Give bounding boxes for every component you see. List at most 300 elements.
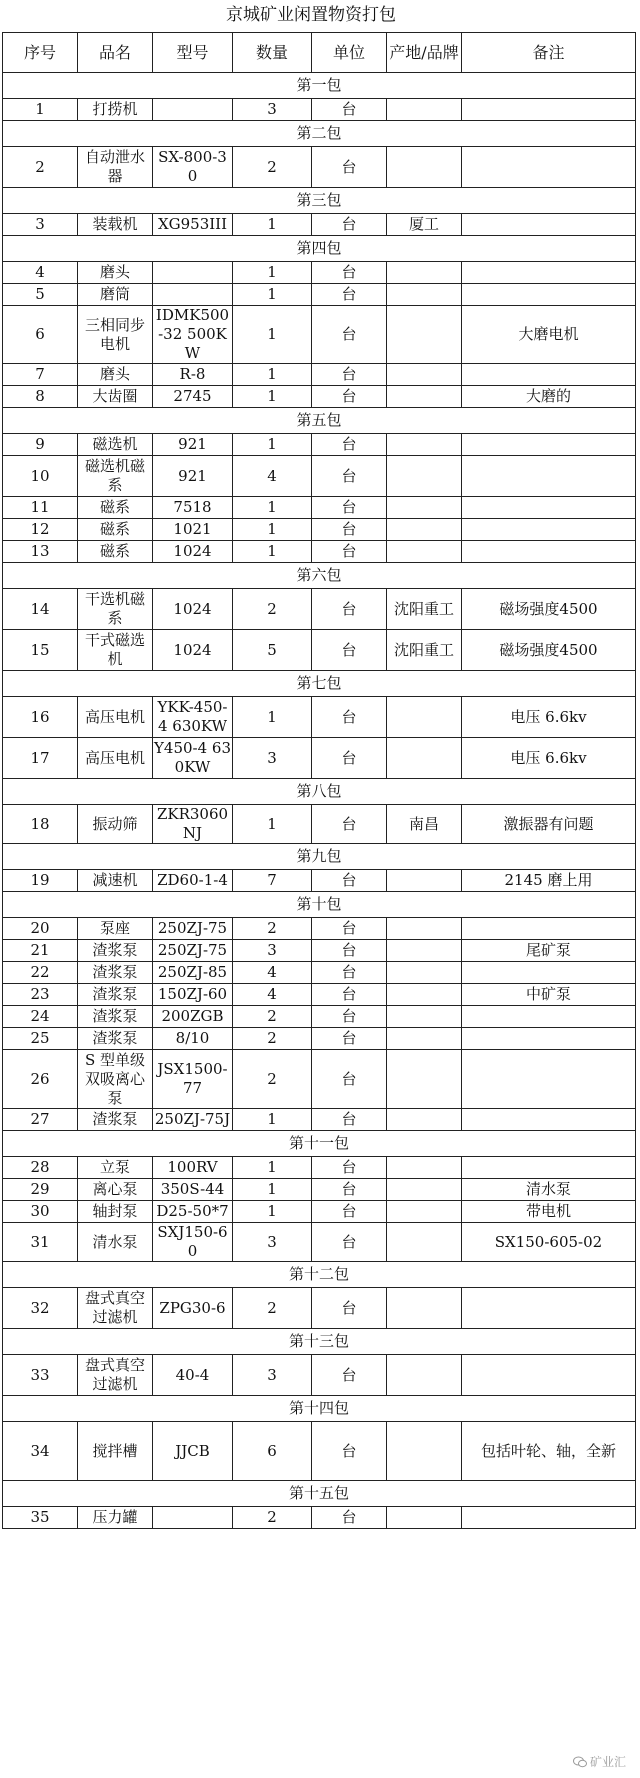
cell-unit: 台 <box>312 1006 387 1028</box>
cell-model: 200ZGB <box>153 1006 233 1028</box>
pack-label: 第二包 <box>3 121 636 147</box>
cell-origin: 沈阳重工 <box>387 589 462 630</box>
cell-unit: 台 <box>312 99 387 121</box>
cell-origin: 厦工 <box>387 214 462 236</box>
pack-label: 第十包 <box>3 892 636 918</box>
cell-unit: 台 <box>312 630 387 671</box>
cell-origin <box>387 1050 462 1109</box>
cell-model: Y450-4 630KW <box>153 738 233 779</box>
cell-name: 干式磁选机 <box>78 630 153 671</box>
table-row <box>3 805 636 844</box>
cell-note: 大磨电机 <box>462 306 636 364</box>
cell-qty: 2 <box>233 1050 312 1109</box>
table-row <box>3 1179 636 1201</box>
cell-name: 高压电机 <box>78 697 153 738</box>
cell-qty: 1 <box>233 284 312 306</box>
cell-model: IDMK500-32 500KW <box>153 306 233 364</box>
cell-origin <box>387 1507 462 1529</box>
header-note: 备注 <box>462 33 636 73</box>
cell-note: 包括叶轮、轴，全新 <box>462 1422 636 1481</box>
cell-origin <box>387 284 462 306</box>
cell-note <box>462 541 636 563</box>
table-row <box>3 497 636 519</box>
cell-unit: 台 <box>312 1050 387 1109</box>
cell-name: 磁选机 <box>78 434 153 456</box>
cell-qty: 1 <box>233 1201 312 1223</box>
cell-note: 大磨的 <box>462 386 636 408</box>
cell-qty: 1 <box>233 214 312 236</box>
cell-unit: 台 <box>312 1422 387 1481</box>
cell-qty: 2 <box>233 918 312 940</box>
cell-origin <box>387 364 462 386</box>
cell-qty: 2 <box>233 147 312 188</box>
table-row <box>3 519 636 541</box>
cell-qty: 1 <box>233 1109 312 1131</box>
cell-name: 渣浆泵 <box>78 1109 153 1131</box>
cell-unit: 台 <box>312 918 387 940</box>
cell-qty: 1 <box>233 364 312 386</box>
cell-origin <box>387 456 462 497</box>
cell-note <box>462 1109 636 1131</box>
table-row <box>3 541 636 563</box>
cell-unit: 台 <box>312 1223 387 1262</box>
cell-qty: 3 <box>233 1223 312 1262</box>
cell-origin <box>387 434 462 456</box>
cell-name: 搅拌槽 <box>78 1422 153 1481</box>
cell-model: 1024 <box>153 541 233 563</box>
table-row <box>3 262 636 284</box>
cell-note <box>462 1507 636 1529</box>
cell-model <box>153 262 233 284</box>
pack-header-row <box>3 121 636 147</box>
pack-label: 第十二包 <box>3 1262 636 1288</box>
cell-name: 压力罐 <box>78 1507 153 1529</box>
cell-origin <box>387 1288 462 1329</box>
cell-name: 渣浆泵 <box>78 1006 153 1028</box>
cell-origin <box>387 1223 462 1262</box>
cell-origin <box>387 1157 462 1179</box>
cell-model: 921 <box>153 434 233 456</box>
cell-name: 大齿圈 <box>78 386 153 408</box>
cell-no: 16 <box>3 697 78 738</box>
cell-model: SXJ150-60 <box>153 1223 233 1262</box>
materials-table <box>2 32 636 1529</box>
cell-note <box>462 147 636 188</box>
cell-no: 33 <box>3 1355 78 1396</box>
cell-name: 减速机 <box>78 870 153 892</box>
cell-model: 350S-44 <box>153 1179 233 1201</box>
cell-origin <box>387 1179 462 1201</box>
table-row <box>3 1201 636 1223</box>
cell-note <box>462 497 636 519</box>
pack-label: 第十一包 <box>3 1131 636 1157</box>
cell-unit: 台 <box>312 697 387 738</box>
pack-header-row <box>3 892 636 918</box>
cell-name: 装载机 <box>78 214 153 236</box>
pack-header-row <box>3 779 636 805</box>
pack-label: 第六包 <box>3 563 636 589</box>
table-row <box>3 962 636 984</box>
cell-origin <box>387 386 462 408</box>
table-row <box>3 1028 636 1050</box>
table-row <box>3 99 636 121</box>
cell-name: 渣浆泵 <box>78 940 153 962</box>
watermark <box>573 1753 626 1770</box>
header-unit: 单位 <box>312 33 387 73</box>
cell-no: 31 <box>3 1223 78 1262</box>
cell-qty: 2 <box>233 1507 312 1529</box>
pack-label: 第五包 <box>3 408 636 434</box>
cell-model <box>153 284 233 306</box>
cell-note: 电压 6.6kv <box>462 738 636 779</box>
pack-header-row <box>3 1262 636 1288</box>
cell-model: 250ZJ-75 <box>153 918 233 940</box>
cell-model: YKK-450-4 630KW <box>153 697 233 738</box>
table-row <box>3 386 636 408</box>
cell-qty: 1 <box>233 697 312 738</box>
cell-note <box>462 434 636 456</box>
header-no: 序号 <box>3 33 78 73</box>
cell-unit: 台 <box>312 984 387 1006</box>
cell-model: SX-800-30 <box>153 147 233 188</box>
cell-model: R-8 <box>153 364 233 386</box>
cell-note <box>462 456 636 497</box>
header-origin: 产地/品牌 <box>387 33 462 73</box>
cell-unit: 台 <box>312 1288 387 1329</box>
pack-header-row <box>3 844 636 870</box>
cell-qty: 4 <box>233 456 312 497</box>
cell-unit: 台 <box>312 1157 387 1179</box>
cell-no: 23 <box>3 984 78 1006</box>
cell-name: 渣浆泵 <box>78 962 153 984</box>
table-row <box>3 984 636 1006</box>
cell-model: 1024 <box>153 630 233 671</box>
cell-model: JSX1500-77 <box>153 1050 233 1109</box>
cell-name: 轴封泵 <box>78 1201 153 1223</box>
table-row <box>3 1355 636 1396</box>
header-model: 型号 <box>153 33 233 73</box>
cell-qty: 1 <box>233 541 312 563</box>
table-row <box>3 284 636 306</box>
cell-unit: 台 <box>312 1179 387 1201</box>
cell-no: 32 <box>3 1288 78 1329</box>
cell-no: 24 <box>3 1006 78 1028</box>
cell-no: 26 <box>3 1050 78 1109</box>
table-row <box>3 1109 636 1131</box>
cell-note <box>462 1157 636 1179</box>
cell-model: 100RV <box>153 1157 233 1179</box>
table-row <box>3 1157 636 1179</box>
cell-origin <box>387 1109 462 1131</box>
table-row <box>3 1050 636 1109</box>
cell-note: SX150-605-02 <box>462 1223 636 1262</box>
cell-name: 磁选机磁系 <box>78 456 153 497</box>
cell-origin <box>387 262 462 284</box>
cell-model: ZKR3060NJ <box>153 805 233 844</box>
cell-no: 2 <box>3 147 78 188</box>
cell-no: 1 <box>3 99 78 121</box>
cell-name: 渣浆泵 <box>78 1028 153 1050</box>
cell-name: S 型单级双吸离心泵 <box>78 1050 153 1109</box>
cell-origin <box>387 870 462 892</box>
cell-model <box>153 1507 233 1529</box>
table-row <box>3 589 636 630</box>
cell-no: 19 <box>3 870 78 892</box>
cell-origin: 沈阳重工 <box>387 630 462 671</box>
cell-unit: 台 <box>312 1028 387 1050</box>
cell-name: 立泵 <box>78 1157 153 1179</box>
cell-name: 盘式真空过滤机 <box>78 1288 153 1329</box>
cell-qty: 1 <box>233 497 312 519</box>
cell-origin <box>387 940 462 962</box>
pack-label: 第十五包 <box>3 1481 636 1507</box>
cell-unit: 台 <box>312 1507 387 1529</box>
cell-qty: 1 <box>233 805 312 844</box>
pack-header-row <box>3 188 636 214</box>
cell-note: 尾矿泵 <box>462 940 636 962</box>
cell-name: 振动筛 <box>78 805 153 844</box>
cell-origin <box>387 519 462 541</box>
cell-qty: 1 <box>233 1179 312 1201</box>
cell-name: 高压电机 <box>78 738 153 779</box>
cell-no: 8 <box>3 386 78 408</box>
cell-note: 清水泵 <box>462 1179 636 1201</box>
cell-name: 磁系 <box>78 541 153 563</box>
table-row <box>3 940 636 962</box>
cell-model: 8/10 <box>153 1028 233 1050</box>
cell-qty: 4 <box>233 962 312 984</box>
pack-label: 第十三包 <box>3 1329 636 1355</box>
cell-note: 激振器有问题 <box>462 805 636 844</box>
cell-model: ZD60-1-4 <box>153 870 233 892</box>
table-row <box>3 1422 636 1481</box>
cell-unit: 台 <box>312 962 387 984</box>
cell-note <box>462 262 636 284</box>
cell-unit: 台 <box>312 870 387 892</box>
cell-origin <box>387 541 462 563</box>
cell-origin <box>387 1028 462 1050</box>
pack-label: 第九包 <box>3 844 636 870</box>
page-title: 京城矿业闲置物资打包 <box>226 5 396 25</box>
cell-note: 磁场强度4500 <box>462 589 636 630</box>
cell-name: 盘式真空过滤机 <box>78 1355 153 1396</box>
cell-note: 中矿泵 <box>462 984 636 1006</box>
cell-qty: 2 <box>233 1288 312 1329</box>
table-row <box>3 456 636 497</box>
cell-note <box>462 284 636 306</box>
cell-no: 7 <box>3 364 78 386</box>
cell-no: 13 <box>3 541 78 563</box>
cell-qty: 1 <box>233 386 312 408</box>
cell-model <box>153 99 233 121</box>
cell-name: 磁系 <box>78 497 153 519</box>
cell-model: 1024 <box>153 589 233 630</box>
table-row <box>3 738 636 779</box>
cell-note: 磁场强度4500 <box>462 630 636 671</box>
header-qty: 数量 <box>233 33 312 73</box>
cell-no: 3 <box>3 214 78 236</box>
cell-note <box>462 1050 636 1109</box>
cell-no: 17 <box>3 738 78 779</box>
table-row <box>3 434 636 456</box>
cell-origin: 南昌 <box>387 805 462 844</box>
table-row <box>3 630 636 671</box>
cell-no: 11 <box>3 497 78 519</box>
cell-origin <box>387 147 462 188</box>
cell-no: 14 <box>3 589 78 630</box>
cell-qty: 4 <box>233 984 312 1006</box>
cell-note: 电压 6.6kv <box>462 697 636 738</box>
cell-unit: 台 <box>312 147 387 188</box>
table-row <box>3 870 636 892</box>
cell-qty: 3 <box>233 940 312 962</box>
cell-note: 2145 磨上用 <box>462 870 636 892</box>
table-row <box>3 364 636 386</box>
pack-label: 第三包 <box>3 188 636 214</box>
cell-no: 6 <box>3 306 78 364</box>
cell-qty: 2 <box>233 589 312 630</box>
cell-unit: 台 <box>312 456 387 497</box>
cell-no: 10 <box>3 456 78 497</box>
pack-header-row <box>3 1396 636 1422</box>
cell-name: 磁系 <box>78 519 153 541</box>
pack-label: 第一包 <box>3 73 636 99</box>
cell-origin <box>387 984 462 1006</box>
pack-header-row <box>3 73 636 99</box>
cell-origin <box>387 1201 462 1223</box>
cell-name: 三相同步电机 <box>78 306 153 364</box>
pack-header-row <box>3 408 636 434</box>
cell-note <box>462 364 636 386</box>
cell-unit: 台 <box>312 434 387 456</box>
pack-header-row <box>3 1481 636 1507</box>
table-row <box>3 1223 636 1262</box>
cell-no: 18 <box>3 805 78 844</box>
cell-unit: 台 <box>312 364 387 386</box>
cell-no: 34 <box>3 1422 78 1481</box>
table-row <box>3 147 636 188</box>
cell-unit: 台 <box>312 306 387 364</box>
header-row <box>3 33 636 73</box>
cell-unit: 台 <box>312 1201 387 1223</box>
cell-name: 打捞机 <box>78 99 153 121</box>
pack-header-row <box>3 671 636 697</box>
cell-no: 22 <box>3 962 78 984</box>
cell-model: 1021 <box>153 519 233 541</box>
cell-name: 自动泄水器 <box>78 147 153 188</box>
cell-no: 30 <box>3 1201 78 1223</box>
header-name: 品名 <box>78 33 153 73</box>
cell-model: 40-4 <box>153 1355 233 1396</box>
cell-note <box>462 519 636 541</box>
cell-qty: 1 <box>233 262 312 284</box>
cell-unit: 台 <box>312 940 387 962</box>
cell-note <box>462 214 636 236</box>
cell-qty: 2 <box>233 1028 312 1050</box>
cell-origin <box>387 918 462 940</box>
cell-model: ZPG30-6 <box>153 1288 233 1329</box>
cell-note <box>462 918 636 940</box>
watermark-text: 矿业汇 <box>589 1755 626 1769</box>
cell-no: 4 <box>3 262 78 284</box>
cell-qty: 7 <box>233 870 312 892</box>
table-row <box>3 306 636 364</box>
cell-model: D25-50*7 <box>153 1201 233 1223</box>
cell-origin <box>387 738 462 779</box>
cell-note <box>462 1028 636 1050</box>
cell-qty: 1 <box>233 519 312 541</box>
cell-no: 28 <box>3 1157 78 1179</box>
cell-note <box>462 1288 636 1329</box>
table-row <box>3 1288 636 1329</box>
cell-name: 磨头 <box>78 262 153 284</box>
pack-label: 第十四包 <box>3 1396 636 1422</box>
cell-origin <box>387 1355 462 1396</box>
cell-origin <box>387 306 462 364</box>
cell-name: 清水泵 <box>78 1223 153 1262</box>
pack-label: 第七包 <box>3 671 636 697</box>
cell-unit: 台 <box>312 589 387 630</box>
cell-origin <box>387 1006 462 1028</box>
cell-no: 9 <box>3 434 78 456</box>
cell-origin <box>387 497 462 519</box>
pack-label: 第四包 <box>3 236 636 262</box>
cell-unit: 台 <box>312 214 387 236</box>
pack-header-row <box>3 563 636 589</box>
cell-name: 离心泵 <box>78 1179 153 1201</box>
cell-note <box>462 1355 636 1396</box>
cell-no: 35 <box>3 1507 78 1529</box>
cell-origin <box>387 99 462 121</box>
table-row <box>3 918 636 940</box>
cell-model: 2745 <box>153 386 233 408</box>
cell-unit: 台 <box>312 386 387 408</box>
cell-unit: 台 <box>312 284 387 306</box>
cell-name: 泵座 <box>78 918 153 940</box>
cell-note <box>462 1006 636 1028</box>
cell-model: XG953III <box>153 214 233 236</box>
wechat-icon <box>573 1756 587 1768</box>
cell-unit: 台 <box>312 497 387 519</box>
cell-name: 渣浆泵 <box>78 984 153 1006</box>
pack-header-row <box>3 1329 636 1355</box>
table-row <box>3 1507 636 1529</box>
cell-no: 5 <box>3 284 78 306</box>
cell-origin <box>387 1422 462 1481</box>
cell-qty: 1 <box>233 434 312 456</box>
table-row <box>3 214 636 236</box>
pack-header-row <box>3 236 636 262</box>
cell-qty: 3 <box>233 1355 312 1396</box>
cell-model: 7518 <box>153 497 233 519</box>
table-body <box>3 73 636 1529</box>
cell-no: 20 <box>3 918 78 940</box>
cell-origin <box>387 962 462 984</box>
cell-model: 921 <box>153 456 233 497</box>
cell-unit: 台 <box>312 1109 387 1131</box>
cell-unit: 台 <box>312 519 387 541</box>
cell-qty: 2 <box>233 1006 312 1028</box>
cell-note <box>462 99 636 121</box>
cell-unit: 台 <box>312 738 387 779</box>
cell-note <box>462 962 636 984</box>
cell-model: 150ZJ-60 <box>153 984 233 1006</box>
pack-header-row <box>3 1131 636 1157</box>
cell-qty: 3 <box>233 738 312 779</box>
cell-qty: 1 <box>233 1157 312 1179</box>
cell-qty: 5 <box>233 630 312 671</box>
table-row <box>3 697 636 738</box>
